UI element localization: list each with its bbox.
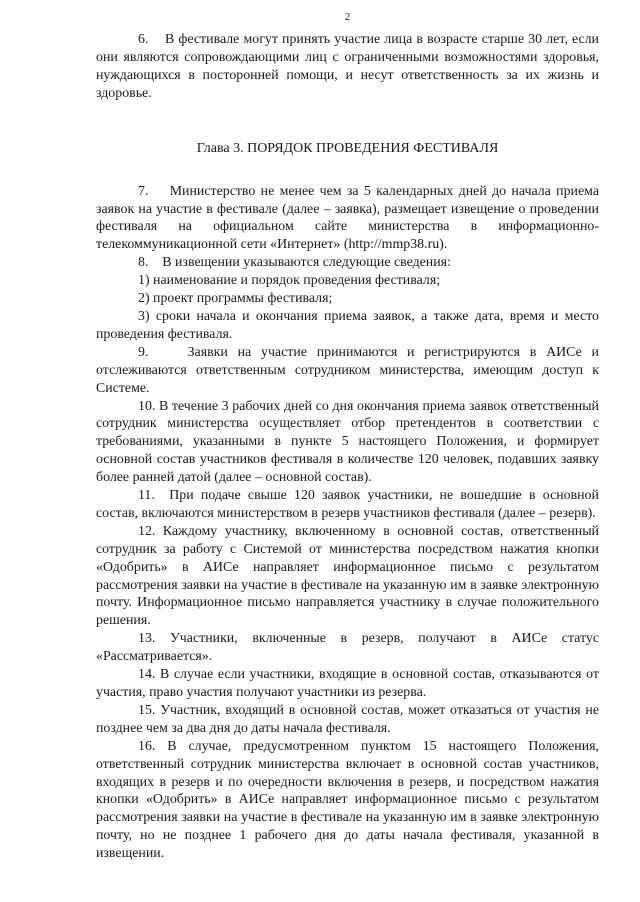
- list-item-3: 3) сроки начала и окончания приема заявок, а также дата, время и место проведения фестиваля.: [96, 308, 599, 342]
- paragraph-11: 11. При подаче свыше 120 заявок участники, не вошедшие в основной состав, включаются министерством в резерв участников фестиваля (далее – резерв).: [96, 488, 599, 521]
- paragraph-8: 8. В извещении указываются следующие сведения:: [138, 255, 451, 271]
- paragraph-10: 10. В течение 3 рабочих дней со дня окончания приема заявок ответственный сотрудник министерства осуществляет отбор претендентов в соответствии с требованиями, указанными в пункте 5 настоящего Положения, и формирует основной состав участников фестиваля в количестве 120 человек, подавших заявку более ранней датой (далее – основной состав).: [96, 398, 599, 486]
- paragraph-13: 13. Участники, включенные в резерв, получают в АИСе статус «Рассматривается».: [96, 631, 599, 665]
- paragraph-9: 9. Заявки на участие принимаются и регистрируются в АИСе и отслеживаются ответственным сотрудником министерства, имеющим доступ к Системе.: [96, 344, 599, 396]
- paragraph-6: 6. В фестивале могут принять участие лица в возрасте старше 30 лет, если они являются сопровождающими лиц с ограниченными возможностями здоровья, нуждающихся в посторонней помощи, и несут ответственность за их жизнь и здоровье.: [96, 32, 599, 101]
- list-item-2: 2) проект программы фестиваля;: [138, 291, 333, 307]
- paragraph-14: 14. В случае если участники, входящие в основной состав, отказываются от участия, право участия получают участники из резерва.: [96, 667, 599, 700]
- paragraph-7: 7. Министерство не менее чем за 5 календарных дней до начала приема заявок на участие в фестивале (далее – заявка), размещает извещение о проведении фестиваля на официальном сайте министерства в информационно-телекоммуникационной сети «Интернет» (http://mmp38.ru).: [96, 183, 599, 253]
- paragraph-15: 15. Участник, входящий в основной состав, может отказаться от участия не позднее чем за два дня до даты начала фестиваля.: [96, 702, 599, 736]
- page-number: 2: [344, 11, 351, 23]
- list-item-1: 1) наименование и порядок проведения фестиваля;: [138, 273, 441, 289]
- chapter-heading: Глава 3. ПОРЯДОК ПРОВЕДЕНИЯ ФЕСТИВАЛЯ: [196, 140, 499, 156]
- paragraph-16: 16. В случае, предусмотренном пунктом 15 настоящего Положения, ответственный сотрудник министерства включает в основной состав участников, входящих в резерв и по очередности включения в резерв, и посредством нажатия кнопки «Одобрить» в АИСе направляет информационное письмо с результатом рассмотрения заявки на участие в фестивале на указанную им в заявке электронную почту, но не позднее 1 рабочего дня до даты начала фестиваля, указанной в извещении.: [96, 738, 599, 862]
- paragraph-12: 12. Каждому участнику, включенному в основной состав, ответственный сотрудник за работу с Системой от министерства посредством нажатия кнопки «Одобрить» в АИСе направляет информационное письмо с результатом рассмотрения заявки на участие в фестивале на указанную им в заявке электронную почту. Информационное письмо направляется участнику в случае положительного решения.: [96, 523, 599, 629]
